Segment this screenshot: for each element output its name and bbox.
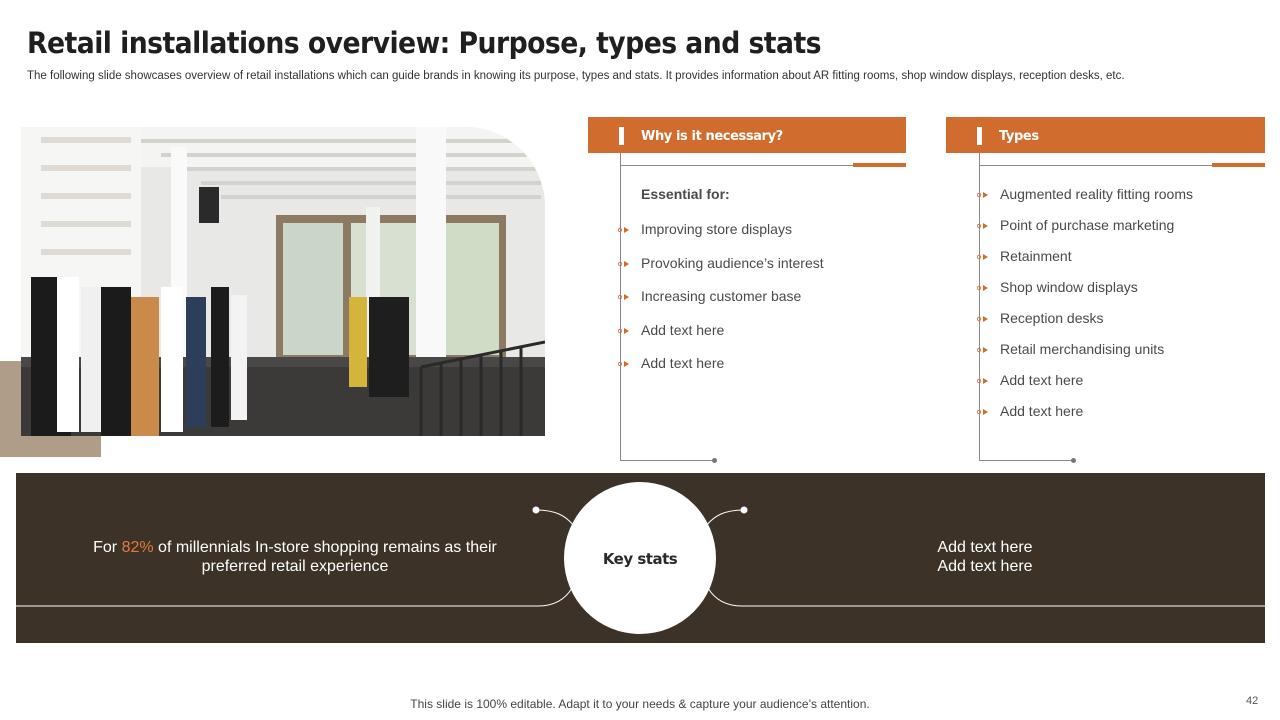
essential-label: Essential for:	[641, 186, 730, 202]
key-stats-label: Key stats	[602, 550, 678, 568]
slide-subtitle: The following slide showcases overview of retail installations which can guide brands in knowing its purpose, types and stats. It provides information about AR fitting rooms, shop window displays, reception desks, etc.	[27, 70, 1125, 82]
list-item-label: Augmented reality fitting rooms	[1000, 186, 1193, 202]
list-item-label: Point of purchase marketing	[1000, 217, 1175, 233]
slide-title: Retail installations overview: Purpose, types and stats	[27, 26, 821, 60]
list-item-label: Add text here	[641, 321, 725, 338]
stat-left-prefix: For	[93, 539, 122, 556]
stat-right-line: Add text here	[937, 539, 1033, 556]
list-item-label: Add text here	[1000, 403, 1084, 419]
list-item-label: Shop window displays	[1000, 279, 1138, 295]
footer-note: This slide is 100% editable. Adapt it to your needs & capture your audience’s attention.	[410, 697, 870, 711]
stat-right	[835, 538, 1135, 576]
list-item-label: Increasing customer base	[641, 288, 802, 304]
stat-percentage: 82%	[121, 539, 154, 556]
stat-left-suffix: of millennials In-store shopping remains as their preferred retail experience	[153, 539, 497, 575]
key-stats-circle	[564, 482, 716, 634]
list-item-label: Add text here	[1000, 372, 1084, 388]
types-header-label: Types	[999, 129, 1039, 144]
list-item-label: Reception desks	[1000, 310, 1104, 326]
list-item-label: Provoking audience’s interest	[641, 254, 824, 271]
stat-left	[60, 538, 530, 576]
list-item-label: Retainment	[1000, 248, 1072, 264]
list-item-label: Retail merchandising units	[1000, 341, 1165, 357]
necessary-header-label: Why is it necessary?	[641, 129, 783, 144]
stat-right-line: Add text here	[937, 558, 1033, 575]
list-item-label: Improving store displays	[641, 221, 792, 237]
page-number: 42	[1246, 695, 1259, 707]
list-item-label: Add text here	[641, 355, 725, 371]
